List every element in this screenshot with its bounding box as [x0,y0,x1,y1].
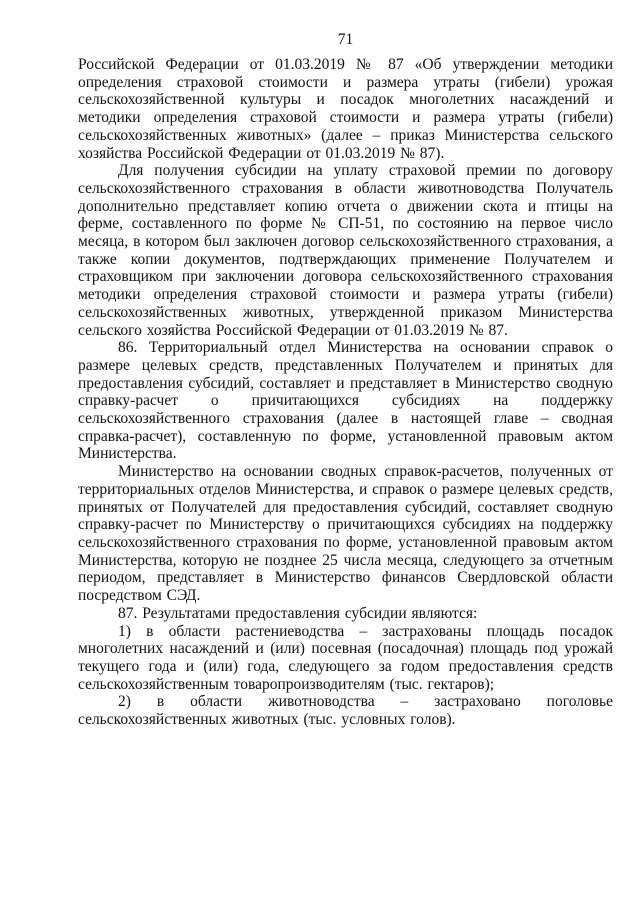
paragraph-livestock-subsidy-documents: Для получения субсидии на уплату страховой премии по договору сельскохозяйственного страхования в области животноводства Получатель дополнительно представляет копию отчета о движении скота и птицы на ферме, составленного по форме № СП-51, по состоянию на первое число месяца, в котором был заключен договор сельскохозяйственного страхования, а также копии документов, подтверждающих применение Получателем и страховщиком при заключении договора сельскохозяйственного страхования методики определения страховой стоимости и размера утраты (гибели) сельскохозяйственных животных, утвержденной приказом Министерства сельского хозяйства Российской Федерации от 01.03.2019 № 87. [78,162,613,339]
paragraph-clause-87-item-1: 1) в области растениеводства – застрахованы площадь посадок многолетних насаждений и (или) посевная (посадочная) площадь под урожай текущего года и (или) года, следующего за годом предоставления средств сельскохозяйственным товаропроизводителям (тыс. гектаров); [78,622,613,693]
paragraph-clause-86: 86. Территориальный отдел Министерства на основании справок о размере целевых средств, представленных Получателем и принятых для предоставления субсидий, составляет и представляет в Министерство сводную справку-расчет о причитающихся субсидиях на поддержку сельскохозяйственного страхования (далее в настоящей главе – сводная справка-расчет), составленную по форме, установленной правовым актом Министерства. [78,339,613,463]
page-number: 71 [337,31,354,48]
paragraph-clause-87: 87. Результатами предоставления субсидии являются: [118,604,478,622]
paragraph-ministry-summary-report: Министерство на основании сводных справок-расчетов, полученных от территориальных отделов Министерства, и справок о размере целевых средств, принятых от Получателей для предоставления субсидий, составляет сводную справку-расчет по Министерству о причитающихся субсидиях на поддержку сельскохозяйственного страхования по форме, установленной правовым актом Министерства, которую не позднее 25 числа месяца, следующего за отчетным периодом, представляет в Министерство финансов Свердловской области посредством СЭД. [78,463,613,605]
paragraph-order-reference: Российской Федерации от 01.03.2019 № 87 «Об утверждении методики определения страховой стоимости и размера утраты (гибели) урожая сельскохозяйственной культуры и посадок многолетних насаждений и методики определения страховой стоимости и размера утраты (гибели) сельскохозяйственных животных» (далее – приказ Министерства сельского хозяйства Российской Федерации от 01.03.2019 № 87). [78,56,613,162]
document-body [78,56,613,729]
paragraph-clause-87-item-2: 2) в области животноводства – застраховано поголовье сельскохозяйственных животных (тыс. условных голов). [78,693,613,729]
